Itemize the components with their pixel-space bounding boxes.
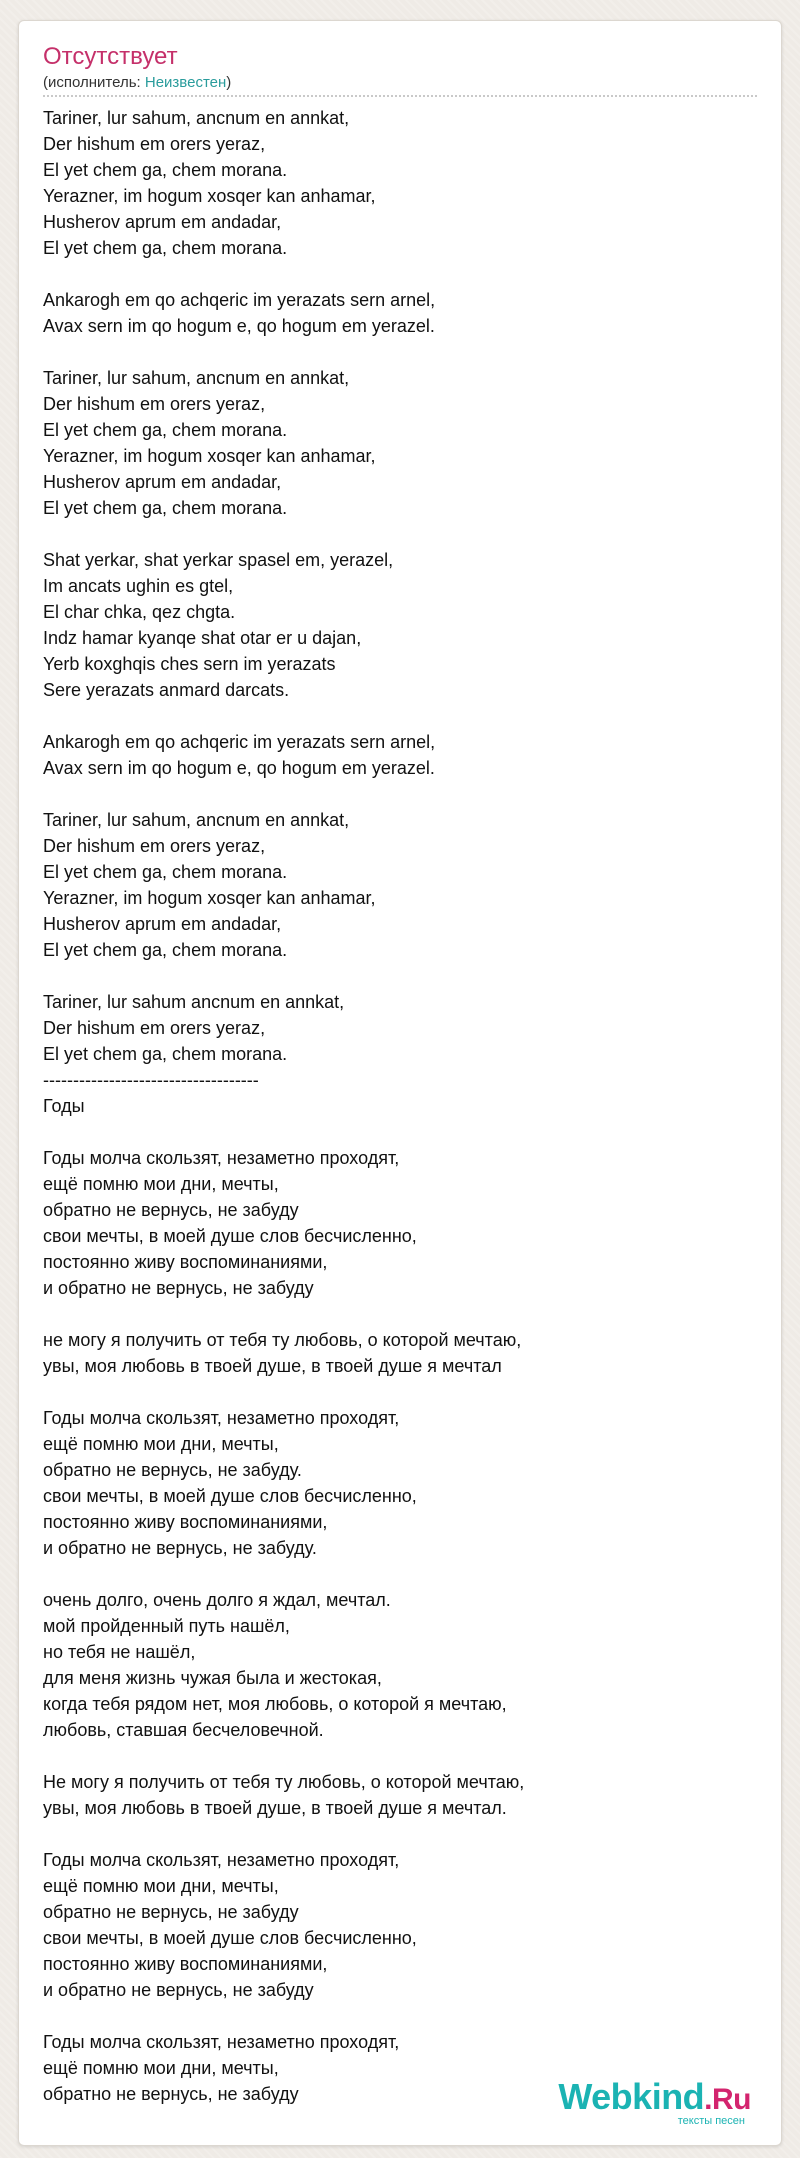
lyric-line: обратно не вернусь, не забуду — [43, 2084, 299, 2104]
lyric-line: El yet chem ga, chem morana. — [43, 862, 288, 882]
lyric-line: ещё помню мои дни, мечты, — [43, 1174, 279, 1194]
lyric-line: постоянно живу воспоминаниями, — [43, 1252, 328, 1272]
song-title: Отсутствует — [43, 43, 178, 70]
lyric-line: и обратно не вернусь, не забуду — [43, 1278, 314, 1298]
lyric-line: увы, моя любовь в твоей душе, в твоей душе я мечтал — [43, 1356, 502, 1376]
lyric-line: Yerazner, im hogum xosqer kan anhamar, — [43, 446, 376, 466]
performer-suffix: ) — [226, 74, 232, 91]
lyrics-stanza — [43, 989, 763, 1119]
lyrics-stanza — [43, 547, 763, 703]
lyric-line: Годы — [43, 1096, 85, 1116]
logo-name: Webkind — [558, 2076, 705, 2117]
lyric-line: Husherov aprum em andadar, — [43, 472, 282, 492]
performer-link[interactable]: Неизвестен — [144, 74, 227, 91]
lyric-line: Der hishum em orers yeraz, — [43, 394, 266, 414]
lyric-line: El yet chem ga, chem morana. — [43, 1044, 288, 1064]
lyric-line: ------------------------------------ — [43, 1070, 259, 1090]
lyric-line: Avax sern im qo hogum e, qo hogum em yerazel. — [43, 316, 435, 336]
lyric-line: ещё помню мои дни, мечты, — [43, 1434, 279, 1454]
lyric-line: Yerazner, im hogum xosqer kan anhamar, — [43, 888, 376, 908]
lyric-line: постоянно живу воспоминаниями, — [43, 1954, 328, 1974]
lyrics-stanza — [43, 365, 763, 521]
lyric-line: Yerb koxghqis ches sern im yerazats — [43, 654, 336, 674]
lyric-line: Indz hamar kyanqe shat otar er u dajan, — [43, 628, 362, 648]
lyric-line: Tariner, lur sahum, ancnum en annkat, — [43, 810, 350, 830]
lyrics-body — [43, 105, 763, 2133]
lyrics-stanza — [43, 105, 763, 261]
lyric-line: Годы молча скользят, незаметно проходят, — [43, 2032, 400, 2052]
lyric-line: Avax sern im qo hogum e, qo hogum em yerazel. — [43, 758, 435, 778]
lyric-line: Tariner, lur sahum ancnum en annkat, — [43, 992, 345, 1012]
lyric-line: Годы молча скользят, незаметно проходят, — [43, 1408, 400, 1428]
lyric-line: Husherov aprum em andadar, — [43, 212, 282, 232]
performer-line — [43, 73, 231, 93]
lyric-line: постоянно живу воспоминаниями, — [43, 1512, 328, 1532]
lyric-line: Shat yerkar, shat yerkar spasel em, yerazel, — [43, 550, 394, 570]
lyrics-stanza — [43, 1769, 763, 1821]
lyric-line: когда тебя рядом нет, моя любовь, о которой я мечтаю, — [43, 1694, 507, 1714]
lyric-line: Не могу я получить от тебя ту любовь, о которой мечтаю, — [43, 1772, 525, 1792]
lyric-line: Im ancats ughin es gtel, — [43, 576, 234, 596]
logo-tagline: тексты песен — [677, 2115, 745, 2127]
lyric-line: ещё помню мои дни, мечты, — [43, 1876, 279, 1896]
lyric-line: Der hishum em orers yeraz, — [43, 1018, 266, 1038]
lyric-line: увы, моя любовь в твоей душе, в твоей душе я мечтал. — [43, 1798, 507, 1818]
lyric-line: свои мечты, в моей душе слов бесчисленно, — [43, 1486, 417, 1506]
lyric-line: El yet chem ga, chem morana. — [43, 498, 288, 518]
lyric-line: Sere yerazats anmard darcats. — [43, 680, 290, 700]
lyric-line: Годы молча скользят, незаметно проходят, — [43, 1850, 400, 1870]
lyric-line: но тебя не нашёл, — [43, 1642, 196, 1662]
lyric-line: мой пройденный путь нашёл, — [43, 1616, 290, 1636]
lyric-line: и обратно не вернусь, не забуду — [43, 1980, 314, 2000]
lyrics-stanza — [43, 1145, 763, 1301]
lyric-line: Tariner, lur sahum, ancnum en annkat, — [43, 108, 350, 128]
lyrics-stanza — [43, 1405, 763, 1561]
lyric-line: не могу я получить от тебя ту любовь, о которой мечтаю, — [43, 1330, 522, 1350]
lyrics-stanza — [43, 1327, 763, 1379]
lyric-line: Husherov aprum em andadar, — [43, 914, 282, 934]
lyric-line: и обратно не вернусь, не забуду. — [43, 1538, 317, 1558]
lyrics-stanza — [43, 729, 763, 781]
lyric-line: Годы молча скользят, незаметно проходят, — [43, 1148, 400, 1168]
lyric-line: Tariner, lur sahum, ancnum en annkat, — [43, 368, 350, 388]
logo-suffix: .Ru — [704, 2083, 751, 2116]
site-logo[interactable] — [531, 2078, 751, 2127]
lyrics-card — [18, 20, 782, 2146]
dotted-divider — [43, 95, 757, 97]
lyric-line: El yet chem ga, chem morana. — [43, 940, 288, 960]
lyrics-stanza — [43, 1587, 763, 1743]
lyric-line: El yet chem ga, chem morana. — [43, 420, 288, 440]
lyric-line: Der hishum em orers yeraz, — [43, 134, 266, 154]
lyrics-stanza — [43, 287, 763, 339]
lyric-line: любовь, ставшая бесчеловечной. — [43, 1720, 324, 1740]
lyric-line: обратно не вернусь, не забуду — [43, 1200, 299, 1220]
lyric-line: для меня жизнь чужая была и жестокая, — [43, 1668, 382, 1688]
lyric-line: обратно не вернусь, не забуду. — [43, 1460, 302, 1480]
lyric-line: ещё помню мои дни, мечты, — [43, 2058, 279, 2078]
lyric-line: Ankarogh em qo achqeric im yerazats sern arnel, — [43, 732, 436, 752]
performer-prefix: (исполнитель: — [43, 74, 145, 91]
lyric-line: El yet chem ga, chem morana. — [43, 160, 288, 180]
lyric-line: El char chka, qez chgta. — [43, 602, 236, 622]
lyric-line: Ankarogh em qo achqeric im yerazats sern arnel, — [43, 290, 436, 310]
lyric-line: Yerazner, im hogum xosqer kan anhamar, — [43, 186, 376, 206]
logo-wordmark — [531, 2078, 751, 2119]
lyrics-stanza — [43, 1847, 763, 2003]
lyrics-stanza — [43, 807, 763, 963]
lyric-line: свои мечты, в моей душе слов бесчисленно, — [43, 1928, 417, 1948]
lyric-line: очень долго, очень долго я ждал, мечтал. — [43, 1590, 391, 1610]
lyric-line: El yet chem ga, chem morana. — [43, 238, 288, 258]
lyric-line: свои мечты, в моей душе слов бесчисленно, — [43, 1226, 417, 1246]
lyric-line: Der hishum em orers yeraz, — [43, 836, 266, 856]
lyric-line: обратно не вернусь, не забуду — [43, 1902, 299, 1922]
